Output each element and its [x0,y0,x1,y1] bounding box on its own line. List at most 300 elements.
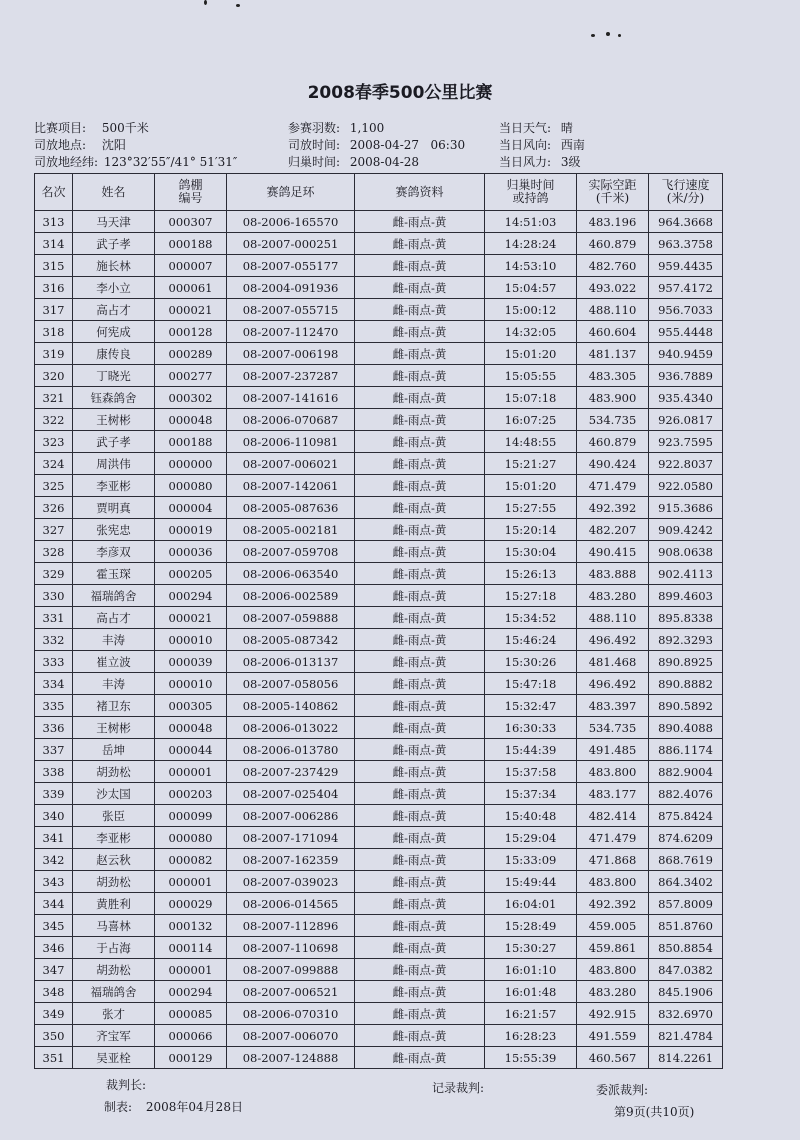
cell-pigeon-info: 雌-雨点-黄 [355,409,485,431]
cell-name: 武子孝 [73,431,155,453]
table-row [35,827,723,849]
cell-name: 李彦双 [73,541,155,563]
cell-pigeon-info: 雌-雨点-黄 [355,1047,485,1069]
cell-ring-number: 08-2005-087342 [227,629,355,651]
meta-entries [288,121,384,136]
scan-speck [204,0,207,5]
table-row [35,1003,723,1025]
cell-arrival-time: 15:44:39 [485,739,577,761]
cell-name: 李亚彬 [73,827,155,849]
cell-rank: 351 [35,1047,73,1069]
cell-loft-number: 000044 [155,739,227,761]
cell-pigeon-info: 雌-雨点-黄 [355,981,485,1003]
cell-ring-number: 08-2007-237287 [227,365,355,387]
cell-loft-number: 000001 [155,761,227,783]
cell-arrival-time: 15:30:04 [485,541,577,563]
footer-made-label: 制表: [104,1100,133,1114]
meta-value: 1,100 [349,121,385,135]
cell-loft-number: 000000 [155,453,227,475]
cell-name: 贾明真 [73,497,155,519]
meta-value: 沈阳 [101,138,126,152]
cell-name: 王树彬 [73,717,155,739]
cell-name: 张臣 [73,805,155,827]
cell-ring-number: 08-2007-059888 [227,607,355,629]
cell-pigeon-info: 雌-雨点-黄 [355,827,485,849]
cell-loft-number: 000129 [155,1047,227,1069]
cell-speed: 902.4113 [649,563,723,585]
cell-ring-number: 08-2006-070687 [227,409,355,431]
cell-distance: 483.888 [577,563,649,585]
scan-speck [618,34,621,37]
cell-loft-number: 000294 [155,981,227,1003]
cell-distance: 534.735 [577,717,649,739]
cell-speed: 926.0817 [649,409,723,431]
table-row [35,585,723,607]
cell-rank: 349 [35,1003,73,1025]
cell-arrival-time: 14:32:05 [485,321,577,343]
cell-ring-number: 08-2007-055715 [227,299,355,321]
cell-pigeon-info: 雌-雨点-黄 [355,607,485,629]
cell-pigeon-info: 雌-雨点-黄 [355,893,485,915]
cell-arrival-time: 14:53:10 [485,255,577,277]
cell-ring-number: 08-2007-124888 [227,1047,355,1069]
cell-speed: 908.0638 [649,541,723,563]
cell-speed: 890.5892 [649,695,723,717]
cell-speed: 895.8338 [649,607,723,629]
meta-location [34,138,126,153]
table-row [35,607,723,629]
cell-loft-number: 000021 [155,607,227,629]
cell-arrival-time: 14:48:55 [485,431,577,453]
cell-name: 丰涛 [73,629,155,651]
meta-weather [499,121,573,136]
cell-ring-number: 08-2007-006198 [227,343,355,365]
table-row [35,211,723,233]
cell-rank: 323 [35,431,73,453]
meta-label: 司放地点: [34,138,87,152]
cell-arrival-time: 15:01:20 [485,475,577,497]
cell-pigeon-info: 雌-雨点-黄 [355,387,485,409]
scan-speck [236,4,240,7]
cell-pigeon-info: 雌-雨点-黄 [355,365,485,387]
cell-ring-number: 08-2006-063540 [227,563,355,585]
cell-name: 高占才 [73,299,155,321]
cell-speed: 922.0580 [649,475,723,497]
cell-arrival-time: 15:04:57 [485,277,577,299]
cell-ring-number: 08-2007-171094 [227,827,355,849]
cell-distance: 483.800 [577,761,649,783]
cell-ring-number: 08-2007-055177 [227,255,355,277]
cell-speed: 955.4448 [649,321,723,343]
cell-arrival-time: 15:46:24 [485,629,577,651]
cell-pigeon-info: 雌-雨点-黄 [355,299,485,321]
cell-name: 马喜林 [73,915,155,937]
header-pigeon-info: 赛鸽资料 [355,174,485,211]
cell-pigeon-info: 雌-雨点-黄 [355,475,485,497]
scan-speck [606,32,610,36]
cell-ring-number: 08-2005-140862 [227,695,355,717]
footer-delegate: 委派裁判: [596,1083,649,1097]
cell-speed: 886.1174 [649,739,723,761]
meta-value: 123°32′55″/41° 51′31″ [103,155,238,169]
cell-distance: 492.915 [577,1003,649,1025]
cell-speed: 882.9004 [649,761,723,783]
cell-distance: 460.879 [577,431,649,453]
cell-name: 王树彬 [73,409,155,431]
cell-distance: 471.479 [577,827,649,849]
header-distance: 实际空距 (千米) [577,174,649,211]
cell-speed: 832.6970 [649,1003,723,1025]
cell-loft-number: 000066 [155,1025,227,1047]
cell-arrival-time: 15:20:14 [485,519,577,541]
results-table-body [35,211,723,1069]
cell-name: 丰涛 [73,673,155,695]
cell-speed: 851.8760 [649,915,723,937]
cell-loft-number: 000294 [155,585,227,607]
cell-pigeon-info: 雌-雨点-黄 [355,717,485,739]
cell-loft-number: 000289 [155,343,227,365]
cell-arrival-time: 15:34:52 [485,607,577,629]
cell-loft-number: 000305 [155,695,227,717]
cell-ring-number: 08-2006-014565 [227,893,355,915]
cell-pigeon-info: 雌-雨点-黄 [355,343,485,365]
cell-name: 岳坤 [73,739,155,761]
cell-pigeon-info: 雌-雨点-黄 [355,563,485,585]
cell-ring-number: 08-2007-112470 [227,321,355,343]
cell-name: 福瑞鸽舍 [73,585,155,607]
footer-made-date: 2008年04月28日 [145,1100,243,1114]
cell-pigeon-info: 雌-雨点-黄 [355,519,485,541]
table-row [35,541,723,563]
cell-distance: 460.879 [577,233,649,255]
cell-loft-number: 000019 [155,519,227,541]
table-row [35,409,723,431]
cell-rank: 347 [35,959,73,981]
cell-pigeon-info: 雌-雨点-黄 [355,849,485,871]
meta-label: 当日天气: [499,121,552,135]
meta-value: 3级 [560,155,581,169]
cell-name: 康传良 [73,343,155,365]
cell-speed: 864.3402 [649,871,723,893]
cell-rank: 335 [35,695,73,717]
header-rank: 名次 [35,174,73,211]
cell-distance: 483.800 [577,871,649,893]
cell-pigeon-info: 雌-雨点-黄 [355,255,485,277]
cell-speed: 845.1906 [649,981,723,1003]
footer-recorder: 记录裁判: [432,1081,485,1095]
cell-pigeon-info: 雌-雨点-黄 [355,937,485,959]
table-row [35,387,723,409]
cell-pigeon-info: 雌-雨点-黄 [355,497,485,519]
cell-loft-number: 000010 [155,673,227,695]
cell-distance: 481.468 [577,651,649,673]
cell-name: 施长林 [73,255,155,277]
cell-speed: 915.3686 [649,497,723,519]
cell-pigeon-info: 雌-雨点-黄 [355,959,485,981]
cell-pigeon-info: 雌-雨点-黄 [355,871,485,893]
meta-label: 当日风向: [499,138,552,152]
table-row [35,959,723,981]
cell-ring-number: 08-2007-025404 [227,783,355,805]
cell-pigeon-info: 雌-雨点-黄 [355,739,485,761]
cell-loft-number: 000036 [155,541,227,563]
cell-name: 福瑞鸽舍 [73,981,155,1003]
cell-arrival-time: 15:26:13 [485,563,577,585]
cell-speed: 957.4172 [649,277,723,299]
cell-arrival-time: 15:49:44 [485,871,577,893]
cell-loft-number: 000114 [155,937,227,959]
cell-arrival-time: 16:21:57 [485,1003,577,1025]
cell-rank: 320 [35,365,73,387]
cell-rank: 315 [35,255,73,277]
meta-label: 当日风力: [499,155,552,169]
cell-distance: 471.868 [577,849,649,871]
cell-pigeon-info: 雌-雨点-黄 [355,673,485,695]
cell-rank: 319 [35,343,73,365]
cell-ring-number: 08-2005-087636 [227,497,355,519]
cell-distance: 490.415 [577,541,649,563]
cell-speed: 890.4088 [649,717,723,739]
cell-ring-number: 08-2007-110698 [227,937,355,959]
cell-rank: 350 [35,1025,73,1047]
cell-rank: 337 [35,739,73,761]
table-row [35,893,723,915]
cell-pigeon-info: 雌-雨点-黄 [355,431,485,453]
cell-speed: 959.4435 [649,255,723,277]
cell-ring-number: 08-2007-006021 [227,453,355,475]
cell-arrival-time: 16:30:33 [485,717,577,739]
cell-arrival-time: 15:29:04 [485,827,577,849]
cell-arrival-time: 16:28:23 [485,1025,577,1047]
cell-distance: 493.022 [577,277,649,299]
meta-wind-direction [499,138,585,153]
cell-ring-number: 08-2004-091936 [227,277,355,299]
cell-rank: 336 [35,717,73,739]
header-name: 姓名 [73,174,155,211]
table-row [35,849,723,871]
cell-ring-number: 08-2007-162359 [227,849,355,871]
meta-release-time [288,138,465,153]
cell-name: 武子孝 [73,233,155,255]
cell-speed: 940.9459 [649,343,723,365]
cell-name: 周洪伟 [73,453,155,475]
cell-distance: 483.196 [577,211,649,233]
cell-pigeon-info: 雌-雨点-黄 [355,629,485,651]
cell-distance: 459.005 [577,915,649,937]
cell-name: 张宪忠 [73,519,155,541]
cell-rank: 342 [35,849,73,871]
cell-loft-number: 000307 [155,211,227,233]
meta-label: 司放时间: [288,138,341,152]
cell-speed: 909.4242 [649,519,723,541]
cell-distance: 483.800 [577,959,649,981]
cell-pigeon-info: 雌-雨点-黄 [355,453,485,475]
meta-wind-force [499,155,581,170]
table-row [35,981,723,1003]
cell-name: 马天津 [73,211,155,233]
cell-speed: 821.4784 [649,1025,723,1047]
cell-loft-number: 000004 [155,497,227,519]
cell-rank: 321 [35,387,73,409]
cell-pigeon-info: 雌-雨点-黄 [355,805,485,827]
cell-distance: 460.604 [577,321,649,343]
cell-name: 李亚彬 [73,475,155,497]
cell-rank: 318 [35,321,73,343]
cell-name: 齐宝军 [73,1025,155,1047]
cell-name: 胡劲松 [73,871,155,893]
cell-rank: 317 [35,299,73,321]
cell-loft-number: 000080 [155,827,227,849]
table-row [35,937,723,959]
cell-loft-number: 000277 [155,365,227,387]
cell-distance: 491.559 [577,1025,649,1047]
cell-ring-number: 08-2007-059708 [227,541,355,563]
cell-speed: 890.8925 [649,651,723,673]
cell-speed: 882.4076 [649,783,723,805]
cell-rank: 322 [35,409,73,431]
cell-loft-number: 000203 [155,783,227,805]
cell-distance: 490.424 [577,453,649,475]
table-row [35,453,723,475]
cell-rank: 331 [35,607,73,629]
cell-pigeon-info: 雌-雨点-黄 [355,321,485,343]
cell-rank: 344 [35,893,73,915]
cell-arrival-time: 15:32:47 [485,695,577,717]
cell-speed: 814.2261 [649,1047,723,1069]
cell-name: 于占海 [73,937,155,959]
cell-rank: 339 [35,783,73,805]
cell-rank: 326 [35,497,73,519]
cell-arrival-time: 15:27:18 [485,585,577,607]
table-row [35,365,723,387]
table-row [35,563,723,585]
table-row [35,805,723,827]
cell-distance: 483.280 [577,981,649,1003]
cell-name: 张才 [73,1003,155,1025]
cell-distance: 488.110 [577,299,649,321]
cell-pigeon-info: 雌-雨点-黄 [355,585,485,607]
cell-rank: 329 [35,563,73,585]
table-row [35,497,723,519]
cell-loft-number: 000099 [155,805,227,827]
cell-ring-number: 08-2006-002589 [227,585,355,607]
cell-name: 李小立 [73,277,155,299]
cell-speed: 850.8854 [649,937,723,959]
cell-name: 褚卫东 [73,695,155,717]
cell-ring-number: 08-2006-110981 [227,431,355,453]
cell-arrival-time: 16:04:01 [485,893,577,915]
cell-rank: 330 [35,585,73,607]
cell-ring-number: 08-2007-006286 [227,805,355,827]
cell-pigeon-info: 雌-雨点-黄 [355,761,485,783]
cell-speed: 956.7033 [649,299,723,321]
header-speed: 飞行速度 (米/分) [649,174,723,211]
cell-ring-number: 08-2006-013137 [227,651,355,673]
cell-distance: 459.861 [577,937,649,959]
cell-speed: 922.8037 [649,453,723,475]
cell-name: 胡劲松 [73,761,155,783]
cell-rank: 314 [35,233,73,255]
meta-label: 参赛羽数: [288,121,341,135]
cell-rank: 328 [35,541,73,563]
cell-distance: 483.280 [577,585,649,607]
table-row [35,673,723,695]
cell-speed: 875.8424 [649,805,723,827]
cell-ring-number: 08-2007-237429 [227,761,355,783]
cell-ring-number: 08-2007-112896 [227,915,355,937]
cell-ring-number: 08-2006-013022 [227,717,355,739]
cell-rank: 348 [35,981,73,1003]
footer-made-by [104,1098,243,1115]
cell-rank: 316 [35,277,73,299]
header-ring-number: 赛鸽足环 [227,174,355,211]
cell-distance: 496.492 [577,673,649,695]
cell-pigeon-info: 雌-雨点-黄 [355,211,485,233]
cell-rank: 338 [35,761,73,783]
cell-arrival-time: 15:47:18 [485,673,577,695]
cell-name: 崔立波 [73,651,155,673]
cell-distance: 460.567 [577,1047,649,1069]
table-row [35,1025,723,1047]
cell-rank: 345 [35,915,73,937]
cell-rank: 343 [35,871,73,893]
table-row [35,299,723,321]
meta-project [34,121,149,136]
cell-arrival-time: 15:21:27 [485,453,577,475]
cell-pigeon-info: 雌-雨点-黄 [355,541,485,563]
cell-distance: 483.305 [577,365,649,387]
table-row [35,431,723,453]
cell-distance: 482.414 [577,805,649,827]
table-row [35,1047,723,1069]
cell-pigeon-info: 雌-雨点-黄 [355,783,485,805]
cell-distance: 481.137 [577,343,649,365]
cell-loft-number: 000188 [155,431,227,453]
cell-distance: 491.485 [577,739,649,761]
cell-rank: 327 [35,519,73,541]
cell-ring-number: 08-2005-002181 [227,519,355,541]
cell-arrival-time: 14:28:24 [485,233,577,255]
cell-arrival-time: 15:37:34 [485,783,577,805]
table-row [35,343,723,365]
cell-speed: 857.8009 [649,893,723,915]
cell-distance: 483.177 [577,783,649,805]
cell-arrival-time: 15:28:49 [485,915,577,937]
cell-name: 黄胜利 [73,893,155,915]
cell-arrival-time: 15:30:27 [485,937,577,959]
cell-arrival-time: 14:51:03 [485,211,577,233]
meta-label: 司放地经纬: [34,155,99,169]
cell-loft-number: 000085 [155,1003,227,1025]
table-header-row [35,174,723,211]
footer-referee: 裁判长: [106,1078,147,1092]
cell-name: 胡劲松 [73,959,155,981]
table-row [35,519,723,541]
cell-name: 霍玉琛 [73,563,155,585]
cell-pigeon-info: 雌-雨点-黄 [355,915,485,937]
cell-rank: 334 [35,673,73,695]
cell-speed: 899.4603 [649,585,723,607]
header-loft-number: 鸽棚 编号 [155,174,227,211]
cell-name: 钰森鸽舍 [73,387,155,409]
cell-loft-number: 000082 [155,849,227,871]
cell-ring-number: 08-2007-141616 [227,387,355,409]
cell-ring-number: 08-2007-058056 [227,673,355,695]
cell-distance: 534.735 [577,409,649,431]
table-row [35,717,723,739]
results-table [34,173,723,1069]
cell-loft-number: 000007 [155,255,227,277]
